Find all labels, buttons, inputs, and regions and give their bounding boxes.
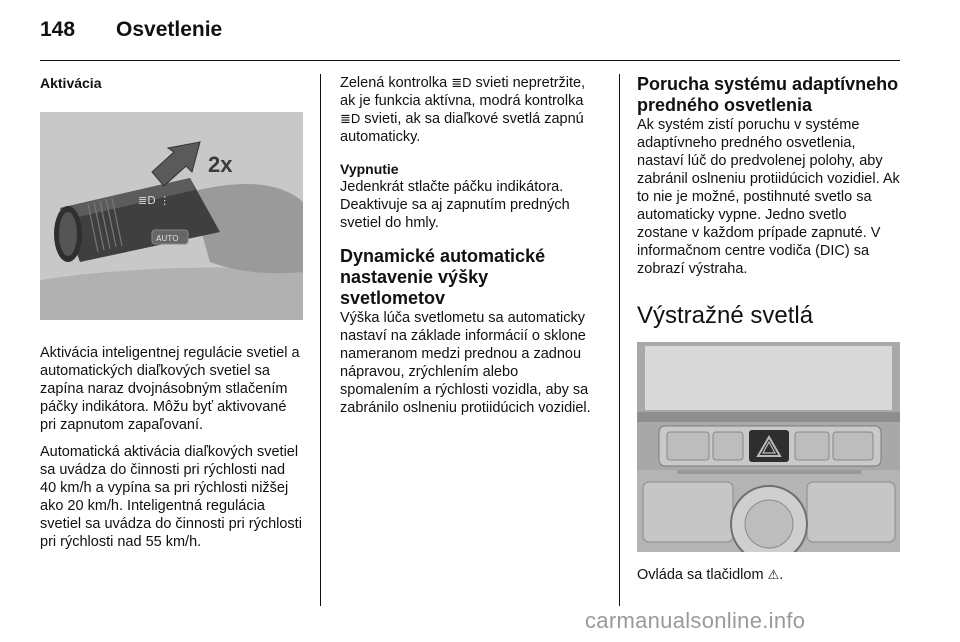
svg-text:AUTO: AUTO (156, 234, 179, 243)
column-divider-1 (320, 74, 321, 606)
watermark: carmanualsonline.info (585, 608, 806, 633)
section-title-hazard: Výstražné svetlá (637, 302, 814, 329)
heading-afl-fault: Porucha systému adaptívneho predného osvetlenia (637, 74, 899, 115)
page-header (40, 18, 222, 48)
deactivation-paragraph: Jedenkrát stlačte páčku indikátora. Deaktivuje sa aj zapnutím predných svetiel do hmly. (340, 179, 570, 231)
stalk-illustration (40, 112, 303, 320)
column-1 (40, 74, 305, 551)
figure-label: 2x (208, 152, 233, 177)
subheading-activation: Aktivácia (40, 75, 102, 91)
high-beam-indicator-icon: ≣D (451, 75, 472, 90)
hazard-button-illustration (637, 342, 900, 552)
subheading-deactivation: Vypnutie (340, 161, 399, 177)
svg-text:≣D ⋮: ≣D ⋮ (138, 194, 171, 207)
hazard-caption: Ovláda sa tlačidlom ⚠. (637, 567, 784, 583)
leveling-paragraph: Výška lúča svetlometu sa automaticky nastaví na základe informácií o sklone nameranom medzi prednou a zadnou nápravou, zrýchlením alebo spomalením a rýchlosti vozidla, aby sa zabránilo oslneniu protiidúcich vozidiel. (340, 310, 591, 416)
afl-fault-paragraph: Ak systém zistí poruchu v systéme adaptívneho predného osvetlenia, nastaví lúč do predvolenej polohy, aby zabránil oslneniu protiidúcich vozidiel. Ak to nie je možné, postihnuté svetlo sa automaticky vypne. Jedno svetlo zostane v každom prípade zapnuté. V informačnom centre vodiča (DIC) sa zobrazí výstraha. (637, 117, 900, 277)
indicator-paragraph: Zelená kontrolka ≣D svieti nepretržite, ak je funkcia aktívna, modrá kontrolka ≣D svieti, ak sa diaľkové svetlá zapnú automaticky. (340, 75, 586, 145)
hazard-warning-icon: ⚠ (767, 567, 780, 582)
high-beam-blue-icon: ≣D (340, 111, 361, 126)
activation-paragraph-1: Aktivácia inteligentnej regulácie svetiel a automatických diaľkových svetiel sa zapína naraz dvojnásobným stlačením páčky indikátora. Môžu byť aktivované pri zapnutom zapaľovaní. (40, 345, 300, 433)
activation-paragraph-2: Automatická aktivácia diaľkových svetiel sa uvádza do činnosti pri rýchlosti nad 40 km/h a vypína sa pri rýchlosti nižšej ako 20 km/h. Inteligentná regulácia svetiel sa uvádza do činnosti pri rýchlosti pri rýchlosti nad 55 km/h. (40, 444, 302, 550)
column-2 (340, 74, 598, 417)
heading-dynamic-leveling: Dynamické automatické nastavenie výšky svetlometov (340, 246, 546, 308)
column-3 (637, 74, 900, 584)
header-divider (40, 60, 900, 61)
page-number: 148 (40, 18, 76, 41)
column-divider-2 (619, 74, 620, 606)
chapter-title: Osvetlenie (116, 18, 223, 41)
